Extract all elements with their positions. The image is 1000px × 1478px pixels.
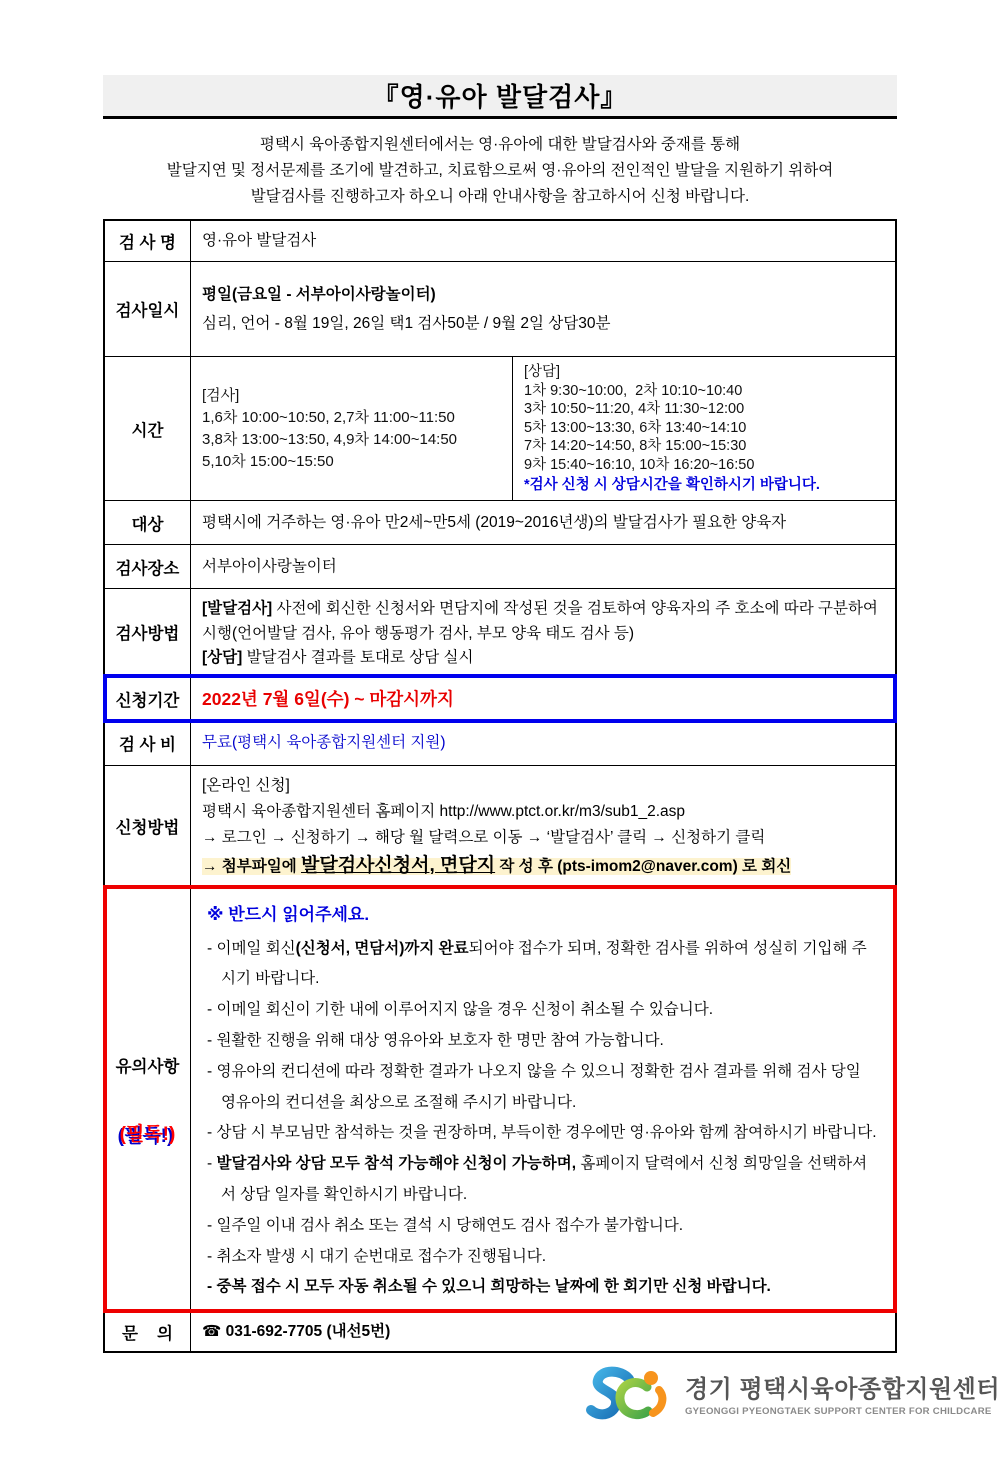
org-name-korean: 경기 평택시육아종합지원센터 xyxy=(684,1375,1000,1403)
test-date-line1: 평일(금요일 - 서부아이사랑놀이터) xyxy=(202,286,436,303)
apply-line-4 xyxy=(202,851,884,882)
notice-header: ※ 반드시 읽어주세요. xyxy=(207,904,370,924)
method-text xyxy=(202,600,882,642)
test-date-line2: 심리, 언어 - 8월 19일, 26일 택1 검사50분 / 9월 2일 상담30분 xyxy=(202,315,611,332)
org-name-english: GYEONGGI PYEONGTAEK SUPPORT CENTER FOR CHILDCARE xyxy=(684,1405,992,1417)
method-tag-counsel: [상담] xyxy=(202,649,243,667)
row-notice xyxy=(105,887,895,1312)
row-target xyxy=(105,500,895,544)
place-value: 서부아이사랑놀이터 xyxy=(202,557,337,575)
intro-line-2: 발달지연 및 정서문제를 조기에 발견하고, 치료함으로써 영·유아의 전인적인 발달을 지원하기 위하여 xyxy=(166,162,834,179)
time-exam-column xyxy=(191,357,513,500)
target-value: 평택시에 거주하는 영·유아 만2세~만5세 (2019~2016년생)의 발달검사가 필요한 양육자 xyxy=(202,513,787,531)
contact-label-char1: 문 xyxy=(122,1324,138,1343)
time-counsel-line: 1차 9:30~10:00, 2차 10:10~10:40 xyxy=(524,382,743,399)
notice-item: - 일주일 이내 검사 취소 또는 결석 시 당해연도 검사 접수가 불가합니다. xyxy=(207,1216,684,1234)
notice-item: - 이메일 회신(신청서, 면담서)까지 완료되어야 접수가 되며, 정확한 검사를 위하여 성실히 기입해 주시기 바랍니다. xyxy=(207,939,867,988)
notice-item: - 중복 접수 시 모두 자동 취소될 수 있으니 희망하는 날짜에 한 회기만 신청 바랍니다. xyxy=(207,1278,771,1296)
row-label-apply-method: 신청방법 xyxy=(105,766,191,887)
time-counsel-header: [상담] xyxy=(524,364,561,380)
row-place xyxy=(105,544,895,588)
document-page xyxy=(0,75,1000,1478)
time-counsel-line: 5차 13:00~13:30, 6차 13:40~14:10 xyxy=(524,419,747,436)
row-apply-method xyxy=(105,765,895,887)
org-logo-icon xyxy=(585,1365,677,1427)
method-text xyxy=(202,649,473,666)
notice-label-must-read: (필독!) xyxy=(119,1123,176,1145)
time-exam-line: 1,6차 10:00~10:50, 2,7차 11:00~11:50 xyxy=(202,408,455,426)
document-title-banner xyxy=(103,75,897,119)
apply-highlight xyxy=(202,854,792,876)
apply-period-value: 2022년 7월 6일(수) ~ 마감시까지 xyxy=(202,688,454,709)
notice-item: - 이메일 회신이 기한 내에 이루어지지 않을 경우 신청이 취소될 수 있습니다. xyxy=(207,1001,714,1019)
row-label-notice xyxy=(105,888,191,1312)
time-counsel-column xyxy=(513,357,895,500)
page-title: 『영·유아 발달검사』 xyxy=(372,82,628,112)
method-desc-counsel: 발달검사 결과를 토대로 상담 실시 xyxy=(242,649,474,667)
fee-value: 무료(평택시 육아종합지원센터 지원) xyxy=(202,734,446,752)
row-test-date xyxy=(105,261,895,356)
method-tag-exam: [발달검사] xyxy=(202,600,273,618)
apply-line4-suffix: 작 성 후 (pts-imom2@naver.com) 로 회신 xyxy=(495,857,792,875)
intro-line-1: 평택시 육아종합지원센터에서는 영·유아에 대한 발달검사와 중재를 통해 xyxy=(259,136,741,153)
row-label-method: 검사방법 xyxy=(105,589,191,676)
apply-line4-docs: 발달검사신청서, 면담지 xyxy=(300,854,496,876)
time-exam-line: 5,10차 15:00~15:50 xyxy=(202,452,334,470)
apply-line-3: → 로그인 → 신청하기 → 해당 월 달력으로 이동 → ‘발달검사’ 클릭 → 신청하기 클릭 xyxy=(202,828,766,846)
time-counsel-line: 7차 14:20~14:50, 8차 15:00~15:30 xyxy=(524,438,747,455)
apply-line-1: [온라인 신청] xyxy=(202,776,290,794)
row-label-target: 대상 xyxy=(105,501,191,544)
apply-line-2: 평택시 육아종합지원센터 홈페이지 http://www.ptct.or.kr/m3/sub1_2.asp xyxy=(202,802,686,820)
row-label-contact xyxy=(105,1312,191,1351)
time-counsel-line: 3차 10:50~11:20, 4차 11:30~12:00 xyxy=(524,401,745,418)
intro-paragraph xyxy=(103,119,897,219)
row-method xyxy=(105,588,895,676)
notice-item: - 상담 시 부모님만 참석하는 것을 권장하며, 부득이한 경우에만 영·유아와 함께 참여하시기 바랍니다. xyxy=(207,1124,877,1142)
intro-line-3: 발달검사를 진행하고자 하오니 아래 안내사항을 참고하시어 신청 바랍니다. xyxy=(250,188,750,205)
footer xyxy=(206,1365,1000,1427)
test-name-value: 영·유아 발달검사 xyxy=(202,232,317,249)
row-apply-period xyxy=(105,676,895,721)
row-label-fee: 검 사 비 xyxy=(105,722,191,765)
time-exam-header: [검사] xyxy=(202,386,240,404)
row-label-apply-period: 신청기간 xyxy=(105,677,191,721)
time-counsel-note: *검사 신청 시 상담시간을 확인하시기 바랍니다. xyxy=(524,476,820,493)
apply-line4-prefix: → 첨부파일에 xyxy=(202,857,301,875)
notice-item: - 취소자 발생 시 대기 순번대로 접수가 진행됩니다. xyxy=(207,1247,547,1265)
notice-item: - 원활한 진행을 위해 대상 영유아와 보호자 한 명만 참여 가능합니다. xyxy=(207,1032,664,1050)
contact-label-char2: 의 xyxy=(157,1324,173,1343)
notice-content xyxy=(191,888,895,1312)
row-label-place: 검사장소 xyxy=(105,545,191,588)
row-fee xyxy=(105,721,895,765)
notice-label-main: 유의사항 xyxy=(115,1057,180,1076)
row-time xyxy=(105,356,895,500)
contact-phone: ☎ 031-692-7705 (내선5번) xyxy=(202,1322,391,1340)
notice-item: - 영유아의 컨디션에 따라 정확한 결과가 나오지 않을 수 있으니 정확한 검사 결과를 위해 검사 당일 영유아의 컨디션을 최상으로 조절해 주시기 바랍니다. xyxy=(207,1062,866,1111)
method-desc-exam: 사전에 회신한 신청서와 면담지에 작성된 것을 검토하여 양육자의 주 호소에 따라 구분하여 시행(언어발달 검사, 유아 행동평가 검사, 부모 양육 태도 검사 등) xyxy=(202,600,883,642)
info-table xyxy=(103,219,897,1353)
row-test-name xyxy=(105,221,895,261)
row-contact xyxy=(105,1311,895,1351)
row-label-test-date: 검사일시 xyxy=(105,262,191,356)
org-name-block xyxy=(685,1376,1000,1417)
row-label-time: 시간 xyxy=(105,357,191,500)
time-exam-line: 3,8차 13:00~13:50, 4,9차 14:00~14:50 xyxy=(202,430,458,448)
row-label-test-name: 검 사 명 xyxy=(105,221,191,261)
time-counsel-line: 9차 15:40~16:10, 10차 16:20~16:50 xyxy=(524,456,755,473)
notice-item: - 발달검사와 상담 모두 참석 가능해야 신청이 가능하며, 홈페이지 달력에서 신청 희망일을 선택하셔서 상담 일자를 확인하시기 바랍니다. xyxy=(207,1155,868,1204)
